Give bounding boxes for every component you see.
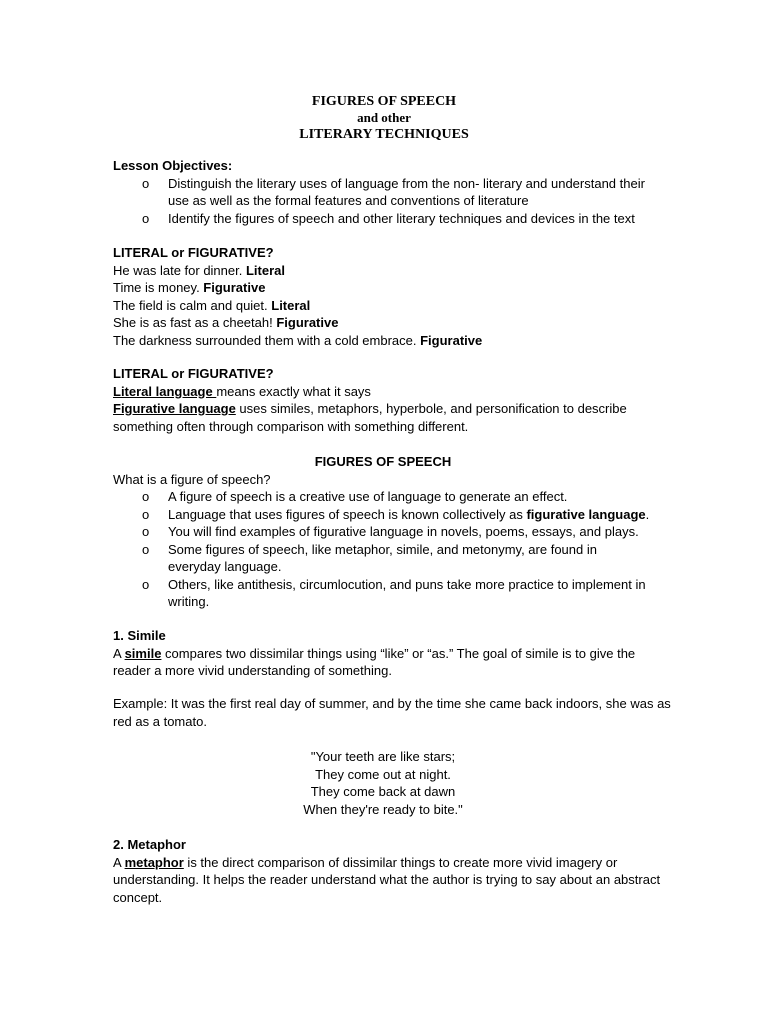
figures-text-part: Language that uses figures of speech is known collectively as bbox=[168, 506, 527, 522]
figures-item bbox=[113, 506, 653, 524]
metaphor-definition-cont: understanding. It helps the reader understand what the author is trying to say about an abstract bbox=[113, 872, 661, 887]
bullet-marker: o bbox=[142, 541, 150, 557]
simile-term: simile bbox=[124, 645, 162, 661]
literal-quiz-section bbox=[113, 244, 653, 349]
bullet-marker: o bbox=[142, 210, 150, 226]
metaphor-def-part: A bbox=[113, 854, 125, 870]
objective-item bbox=[113, 175, 653, 210]
figures-text: Others, like antithesis, circumlocution, and puns take more practice to implement in writing. bbox=[168, 576, 646, 609]
quiz-answer: Figurative bbox=[420, 332, 483, 348]
quiz-answer: Figurative bbox=[276, 315, 339, 330]
objective-item bbox=[113, 210, 653, 228]
definitions-heading: LITERAL or FIGURATIVE? bbox=[113, 366, 274, 381]
quiz-item bbox=[113, 262, 653, 280]
simile-def-part: A bbox=[113, 645, 125, 661]
figurative-definition-cont: something often through comparison with something different. bbox=[113, 418, 469, 434]
figures-question: What is a figure of speech? bbox=[113, 471, 271, 487]
figures-item bbox=[113, 488, 653, 506]
quiz-item bbox=[113, 332, 653, 350]
simile-definition-cont: reader a more vivid understanding of something. bbox=[113, 663, 392, 678]
document-title-line2: and other bbox=[357, 110, 411, 125]
quiz-answer: Figurative bbox=[203, 280, 266, 295]
simile-def-part: compares two dissimilar things using “like” or “as.” The goal of simile is to give the bbox=[161, 645, 636, 661]
definitions-section bbox=[113, 365, 653, 435]
figures-item bbox=[113, 576, 653, 611]
bullet-marker: o bbox=[142, 175, 150, 191]
simile-heading: 1. Simile bbox=[113, 628, 166, 643]
figures-item bbox=[113, 523, 653, 541]
document-title-line1: FIGURES OF SPEECH bbox=[311, 94, 457, 109]
figures-text: Some figures of speech, like metaphor, simile, and metonymy, are found in everyday language. bbox=[168, 541, 597, 574]
simile-poem bbox=[113, 748, 653, 818]
objectives-section bbox=[113, 157, 653, 227]
figures-text: A figure of speech is a creative use of language to generate an effect. bbox=[168, 489, 568, 504]
quiz-item bbox=[113, 279, 653, 297]
bullet-marker: o bbox=[142, 576, 150, 592]
metaphor-term: metaphor bbox=[124, 854, 184, 870]
quiz-item bbox=[113, 314, 653, 332]
metaphor-definition bbox=[113, 854, 653, 872]
quiz-answer: Literal bbox=[271, 297, 311, 313]
figures-section bbox=[113, 453, 653, 611]
simile-example-line: Example: It was the first real day of summer, and by the time she came back indoors, she was as bbox=[113, 696, 671, 711]
quiz-heading: LITERAL or FIGURATIVE? bbox=[113, 245, 274, 260]
figurative-language-term: figurative language bbox=[526, 506, 646, 522]
metaphor-def-part: is the direct comparison of dissimilar things to create more vivid imagery or bbox=[183, 854, 618, 870]
quiz-sentence: He was late for dinner. bbox=[113, 262, 246, 278]
objectives-heading: Lesson Objectives: bbox=[113, 158, 233, 173]
metaphor-heading: 2. Metaphor bbox=[113, 837, 186, 852]
quiz-sentence: The darkness surrounded them with a cold embrace. bbox=[113, 332, 421, 348]
poem-line: When they're ready to bite." bbox=[303, 801, 463, 817]
bullet-marker: o bbox=[142, 489, 150, 504]
simile-section bbox=[113, 627, 653, 680]
simile-definition bbox=[113, 645, 653, 663]
figures-item bbox=[113, 541, 653, 576]
figures-text: You will find examples of figurative language in novels, poems, essays, and plays. bbox=[168, 524, 639, 539]
figures-heading: FIGURES OF SPEECH bbox=[314, 454, 452, 469]
literal-definition bbox=[113, 383, 653, 401]
simile-example-line: red as a tomato. bbox=[113, 713, 207, 729]
quiz-sentence: She is as fast as a cheetah! bbox=[113, 315, 277, 330]
figurative-term: Figurative language bbox=[113, 401, 236, 416]
literal-term: Literal language bbox=[113, 383, 217, 399]
poem-line: They come back at dawn bbox=[310, 784, 456, 799]
literal-text: means exactly what it says bbox=[216, 383, 371, 399]
bullet-marker: o bbox=[142, 506, 150, 522]
metaphor-definition-cont: concept. bbox=[113, 889, 163, 905]
objective-text: Distinguish the literary uses of language from the non- literary and understand their use as well as the formal features and conventions of literature bbox=[168, 175, 645, 208]
figurative-text: uses similes, metaphors, hyperbole, and personification to describe bbox=[235, 401, 627, 416]
metaphor-section bbox=[113, 836, 661, 906]
figurative-definition bbox=[113, 400, 653, 418]
quiz-sentence: Time is money. bbox=[113, 280, 204, 295]
quiz-answer: Literal bbox=[245, 262, 285, 278]
objective-text: Identify the figures of speech and other literary techniques and devices in the text bbox=[168, 210, 635, 226]
bullet-marker: o bbox=[142, 524, 150, 539]
figures-text-part: . bbox=[645, 506, 650, 522]
quiz-item bbox=[113, 297, 653, 315]
document-title-line3: LITERARY TECHNIQUES bbox=[299, 127, 469, 142]
simile-example bbox=[113, 695, 671, 730]
poem-line: "Your teeth are like stars; bbox=[310, 749, 456, 764]
quiz-sentence: The field is calm and quiet. bbox=[113, 297, 272, 313]
poem-line: They come out at night. bbox=[315, 766, 451, 782]
figures-text bbox=[168, 507, 649, 522]
